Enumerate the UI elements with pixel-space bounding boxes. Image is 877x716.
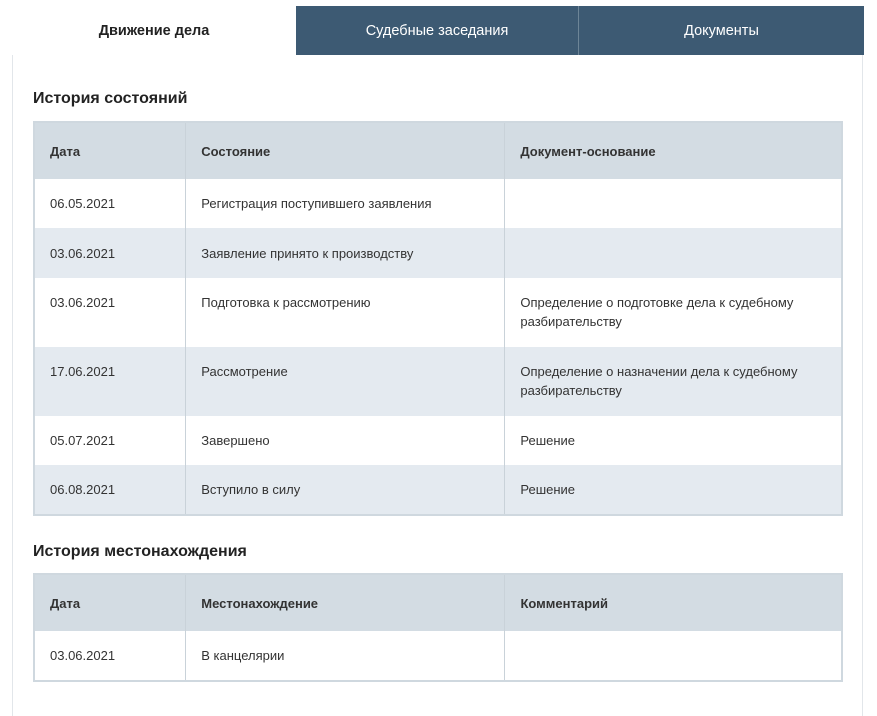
cell-basis-document: Определение о назначении дела к судебному разбирательству xyxy=(505,347,842,416)
table-header-row xyxy=(34,574,842,631)
cell-basis-document: Определение о подготовке дела к судебному разбирательству xyxy=(505,278,842,347)
cell-basis-document: Решение xyxy=(505,416,842,465)
tab-court-hearings[interactable]: Судебные заседания xyxy=(296,6,579,55)
column-header-status: Состояние xyxy=(186,122,505,179)
cell-date: 06.05.2021 xyxy=(50,196,116,211)
table-header-row xyxy=(34,122,842,179)
status-history-title: История состояний xyxy=(33,90,188,107)
cell-basis-document xyxy=(505,179,842,228)
table-row xyxy=(34,278,842,347)
table-row xyxy=(34,179,842,228)
column-header-basis-document: Документ-основание xyxy=(505,122,842,179)
cell-status: Вступило в силу xyxy=(186,465,505,515)
cell-date: 03.06.2021 xyxy=(34,228,186,278)
cell-date: 05.07.2021 xyxy=(50,433,116,448)
cell-status: Регистрация поступившего заявления xyxy=(186,179,505,228)
cell-basis-document xyxy=(505,228,842,278)
tab-bar xyxy=(12,6,864,55)
table-row xyxy=(34,416,842,465)
location-history-title: История местонахождения xyxy=(33,543,247,560)
location-history-table xyxy=(33,573,843,682)
status-history-table xyxy=(33,121,843,516)
cell-basis-document: Решение xyxy=(505,465,842,515)
column-header-comment: Комментарий xyxy=(505,574,842,631)
column-header-date: Дата xyxy=(34,122,186,179)
table-row xyxy=(34,631,842,681)
cell-comment xyxy=(505,631,842,681)
tab-case-movement[interactable]: Движение дела xyxy=(12,6,296,55)
cell-date: 17.06.2021 xyxy=(34,347,186,416)
cell-status: Заявление принято к производству xyxy=(186,228,505,278)
tab-documents[interactable]: Документы xyxy=(579,6,864,55)
cell-date: 06.08.2021 xyxy=(34,465,186,515)
cell-date: 03.06.2021 xyxy=(50,648,116,663)
table-row xyxy=(34,465,842,515)
cell-status: Завершено xyxy=(186,416,505,465)
cell-status: Подготовка к рассмотрению xyxy=(186,278,505,347)
cell-location: В канцелярии xyxy=(186,631,505,681)
table-row xyxy=(34,347,842,416)
cell-date: 03.06.2021 xyxy=(50,295,116,310)
table-row xyxy=(34,228,842,278)
cell-status: Рассмотрение xyxy=(186,347,505,416)
column-header-date: Дата xyxy=(34,574,186,631)
column-header-location: Местонахождение xyxy=(186,574,505,631)
